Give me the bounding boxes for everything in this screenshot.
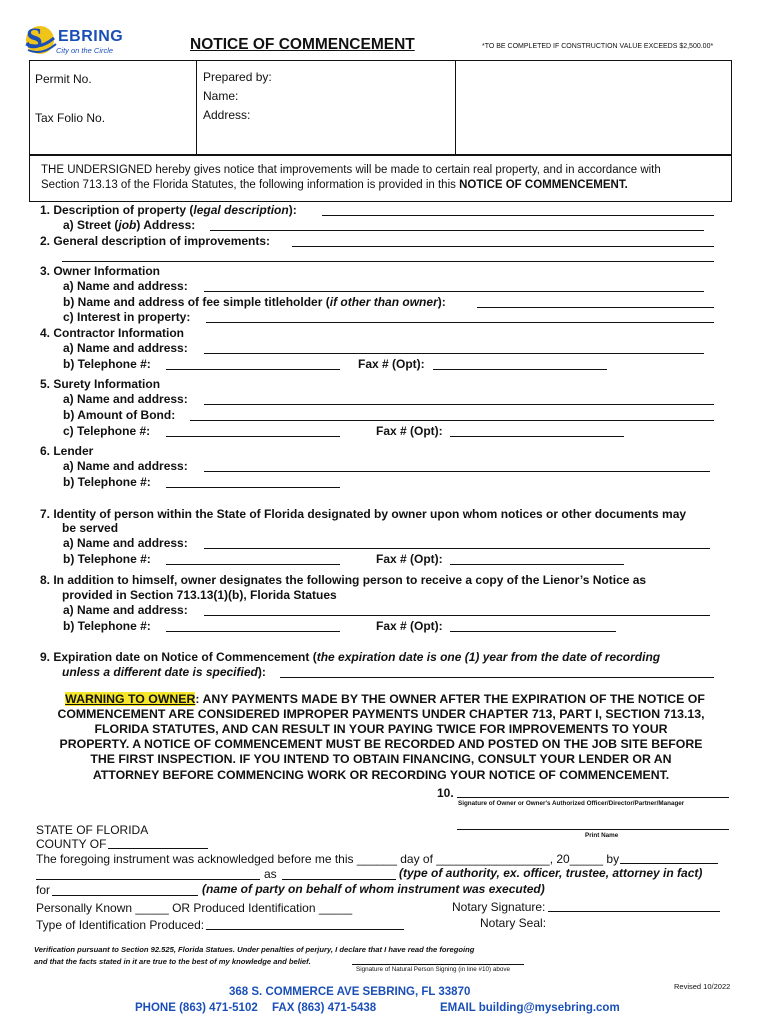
item-6a-field[interactable] <box>204 471 710 472</box>
item-5-label: 5. Surety Information <box>40 377 161 391</box>
item-5a-label: a) Name and address: <box>63 392 188 406</box>
owner-signature-field[interactable] <box>457 797 729 798</box>
item-7a-field[interactable] <box>204 548 710 549</box>
item-7b-fax-label: Fax # (Opt): <box>376 552 443 566</box>
warning-line-1-text: : ANY PAYMENTS MADE BY THE OWNER AFTER THE EXPIRATION OF THE NOTICE OF <box>195 692 705 706</box>
item-3a-field[interactable] <box>204 291 704 292</box>
footer-email[interactable]: EMAIL building@mysebring.com <box>440 1002 620 1014</box>
item-6a-label: a) Name and address: <box>63 459 188 473</box>
authority-caption: (type of authority, ex. officer, trustee, attorney in fact) <box>399 866 703 880</box>
acknowledgement-line-1: The foregoing instrument was acknowledged before me this ______ day of _________________, 20_____ by <box>36 852 620 866</box>
item-5c-phone-field[interactable] <box>166 436 340 437</box>
intro-line-2-bold: NOTICE OF COMMENCEMENT. <box>459 179 628 191</box>
logo-name: EBRING <box>58 28 124 45</box>
logo-initial: S <box>26 22 43 55</box>
item-5c-label: c) Telephone #: <box>63 424 151 438</box>
sebring-logo <box>22 20 132 60</box>
construction-value-note: *TO BE COMPLETED IF CONSTRUCTION VALUE EXCEEDS $2,500.00* <box>482 43 714 50</box>
item-5a-field[interactable] <box>204 404 714 405</box>
item-1a-field[interactable] <box>210 230 704 231</box>
item-4-label: 4. Contractor Information <box>40 326 185 340</box>
item-1a-text: a) Street ( <box>63 218 119 232</box>
item-8b-phone-field[interactable] <box>166 631 340 632</box>
item-9-line-2-text: unless a different date is specified <box>62 665 258 679</box>
item-4b-fax-field[interactable] <box>433 369 607 370</box>
item-1-field[interactable] <box>322 215 714 216</box>
id-type-field[interactable] <box>206 929 404 930</box>
item-3b-field[interactable] <box>477 307 714 308</box>
item-8b-fax-field[interactable] <box>450 631 616 632</box>
notary-seal-label: Notary Seal: <box>480 916 547 930</box>
warning-line-1 <box>0 692 770 706</box>
item-2-label: 2. General description of improvements: <box>40 234 271 248</box>
item-8b-label: b) Telephone #: <box>63 619 151 633</box>
header-divider-1 <box>196 60 197 155</box>
revised-date: Revised 10/2022 <box>674 982 731 991</box>
item-6-label: 6. Lender <box>40 444 94 458</box>
acknowledged-by-field[interactable] <box>620 863 718 864</box>
item-3c-field[interactable] <box>206 322 714 323</box>
item-9-label <box>40 650 660 664</box>
item-5c-fax-label: Fax # (Opt): <box>376 424 443 438</box>
notary-signature-label: Notary Signature: <box>452 900 546 914</box>
item-7b-phone-field[interactable] <box>166 564 340 565</box>
authority-field[interactable] <box>282 879 396 880</box>
item-7-label-line-2: be served <box>62 521 119 535</box>
intro-line-2 <box>41 179 628 191</box>
item-4b-fax-label: Fax # (Opt): <box>358 357 425 371</box>
item-7a-label: a) Name and address: <box>63 536 188 550</box>
item-6b-label: b) Telephone #: <box>63 475 151 489</box>
item-9-label-line-2 <box>62 665 266 679</box>
item-1-text: 1. Description of property ( <box>40 203 194 217</box>
id-type-label: Type of Identification Produced: <box>36 918 205 932</box>
item-3b-text: b) Name and address of fee simple titleholder ( <box>63 295 330 309</box>
item-5c-fax-field[interactable] <box>450 436 624 437</box>
item-5b-label: b) Amount of Bond: <box>63 408 176 422</box>
item-9-field[interactable] <box>280 677 714 678</box>
for-label: for <box>36 883 51 897</box>
preparer-address-label: Address: <box>203 108 251 122</box>
item-1-italic: legal description <box>193 203 289 217</box>
county-label: COUNTY OF <box>36 837 107 851</box>
print-name-caption: Print Name <box>585 832 619 839</box>
intro-line-1: THE UNDERSIGNED hereby gives notice that improvements will be made to certain real property, and in accordance with <box>41 164 661 176</box>
item-9-line-2-end: ): <box>257 665 266 679</box>
recording-space[interactable] <box>458 62 728 153</box>
verification-line-2: and that the facts stated in it are true to the best of my knowledge and belief. <box>34 957 311 966</box>
footer-phone: PHONE (863) 471-5102 <box>135 1002 258 1014</box>
warning-line-4: PROPERTY. A NOTICE OF COMMENCEMENT MUST BE RECORDED AND POSTED ON THE JOB SITE BEFORE <box>59 737 703 751</box>
item-7b-label: b) Telephone #: <box>63 552 151 566</box>
item-3a-label: a) Name and address: <box>63 279 188 293</box>
item-4a-label: a) Name and address: <box>63 341 188 355</box>
item-8a-label: a) Name and address: <box>63 603 188 617</box>
item-4a-field[interactable] <box>204 353 704 354</box>
item-3c-label: c) Interest in property: <box>63 310 191 324</box>
item-7-label: 7. Identity of person within the State of Florida designated by owner upon whom notices or other documents may <box>40 507 687 521</box>
verification-caption: Signature of Natural Person Signing (in line #10) above <box>356 966 511 973</box>
warning-line-3: FLORIDA STATUTES, AND CAN RESULT IN YOUR PAYING TWICE FOR IMPROVEMENTS TO YOUR <box>94 722 668 736</box>
preparer-name-label: Name: <box>203 89 239 103</box>
item-3b-label <box>63 295 446 309</box>
item-9-text: 9. Expiration date on Notice of Commencement ( <box>40 650 317 664</box>
signature-caption: Signature of Owner or Owner's Authorized Officer/Director/Partner/Manager <box>458 800 685 807</box>
item-8a-field[interactable] <box>204 615 710 616</box>
acknowledged-name-field[interactable] <box>36 879 260 880</box>
logo-tagline: City on the Circle <box>56 46 114 55</box>
verification-line-1: Verification pursuant to Section 92.525, Florida Statues. Under penalties of perjury, I declare that I have read the foregoing <box>34 945 475 954</box>
print-name-field[interactable] <box>457 829 729 830</box>
item-3b-end: ): <box>437 295 446 309</box>
warning-label: WARNING TO OWNER <box>65 692 196 706</box>
item-4b-label: b) Telephone #: <box>63 357 151 371</box>
permit-no-label: Permit No. <box>35 72 92 86</box>
verification-signature-field[interactable] <box>352 964 524 965</box>
item-8-label: 8. In addition to himself, owner designates the following person to receive a copy of the Lienor’s Notice as <box>40 573 647 587</box>
intro-line-2-text: Section 713.13 of the Florida Statutes, the following information is provided in this <box>41 179 456 191</box>
intro-box <box>29 154 732 202</box>
signature-number: 10. <box>437 786 454 800</box>
item-8b-fax-label: Fax # (Opt): <box>376 619 443 633</box>
for-party-caption: (name of party on behalf of whom instrument was executed) <box>202 882 545 896</box>
personally-known-label: Personally Known _____ OR Produced Identification _____ <box>36 901 353 915</box>
item-1-end: ): <box>288 203 297 217</box>
tax-folio-label: Tax Folio No. <box>35 111 106 125</box>
item-7b-fax-field[interactable] <box>450 564 624 565</box>
warning-line-2: COMMENCEMENT ARE CONSIDERED IMPROPER PAYMENTS UNDER CHAPTER 713, PART I, SECTION 713.13, <box>57 707 705 721</box>
for-party-field[interactable] <box>52 895 198 896</box>
item-8-label-line-2: provided in Section 713.13(1)(b), Florida Statues <box>62 588 337 602</box>
county-field[interactable] <box>108 848 208 849</box>
item-2-field-line-2[interactable] <box>62 261 714 262</box>
page-title: NOTICE OF COMMENCEMENT <box>190 36 415 53</box>
prepared-by-label: Prepared by: <box>203 70 272 84</box>
warning-line-5: THE FIRST INSPECTION. IF YOU INTEND TO OBTAIN FINANCING, CONSULT YOUR LENDER OR AN <box>90 752 672 766</box>
item-6b-field[interactable] <box>166 487 340 488</box>
item-1-label <box>40 203 297 217</box>
state-label: STATE OF FLORIDA <box>36 823 149 837</box>
item-1a-italic: job <box>118 218 137 232</box>
item-3-label: 3. Owner Information <box>40 264 161 278</box>
notary-signature-field[interactable] <box>548 911 720 912</box>
item-1a-label <box>63 218 195 232</box>
item-2-field[interactable] <box>292 246 714 247</box>
item-9-italic: the expiration date is one (1) year from the date of recording <box>316 650 661 664</box>
warning-line-6: ATTORNEY BEFORE COMMENCING WORK OR RECORDING YOUR NOTICE OF COMMENCEMENT. <box>92 768 670 782</box>
acknowledgement-as-label: as <box>264 867 277 881</box>
header-divider-2 <box>455 60 456 155</box>
footer-address: 368 S. COMMERCE AVE SEBRING, FL 33870 <box>229 986 471 998</box>
footer-fax: FAX (863) 471-5438 <box>272 1002 377 1014</box>
item-5b-field[interactable] <box>190 420 714 421</box>
item-4b-phone-field[interactable] <box>166 369 340 370</box>
item-3b-italic: if other than owner <box>329 295 438 309</box>
item-1a-end: ) Address: <box>136 218 196 232</box>
